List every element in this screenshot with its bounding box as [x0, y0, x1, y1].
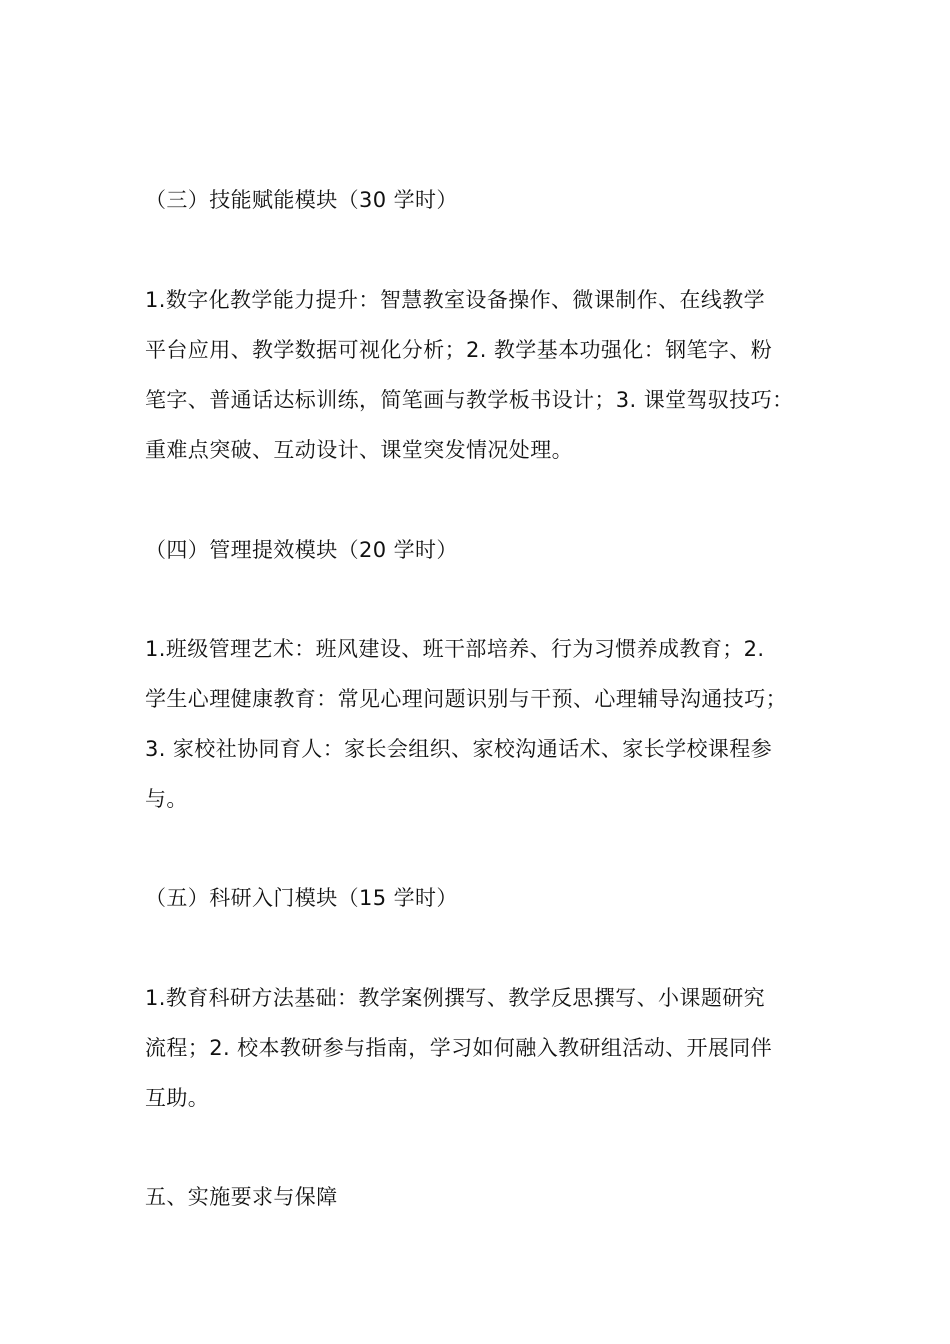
paragraph-line: 1.班级管理艺术：班风建设、班干部培养、行为习惯养成教育；2.	[145, 637, 765, 661]
paragraph-line: 流程；2. 校本教研参与指南，学习如何融入教研组活动、开展同伴	[145, 1036, 773, 1060]
paragraph-line: 平台应用、教学数据可视化分析；2. 教学基本功强化：钢笔字、粉	[145, 338, 773, 362]
paragraph-line: 重难点突破、互动设计、课堂突发情况处理。	[145, 438, 573, 462]
section-heading-skills-module: （三）技能赋能模块（30 学时）	[145, 188, 458, 212]
section-heading-research-module: （五）科研入门模块（15 学时）	[145, 886, 458, 910]
section-heading-management-module: （四）管理提效模块（20 学时）	[145, 538, 458, 562]
paragraph-line: 3. 家校社协同育人：家长会组织、家校沟通话术、家长学校课程参	[145, 737, 773, 761]
paragraph-line: 1.数字化教学能力提升：智慧教室设备操作、微课制作、在线教学	[145, 288, 766, 312]
paragraph-line: 学生心理健康教育：常见心理问题识别与干预、心理辅导沟通技巧；	[145, 687, 787, 711]
paragraph-line: 与。	[145, 787, 188, 811]
chapter-heading-implementation: 五、实施要求与保障	[145, 1185, 338, 1209]
paragraph-line: 互助。	[145, 1086, 210, 1110]
paragraph-line: 1.教育科研方法基础：教学案例撰写、教学反思撰写、小课题研究	[145, 986, 766, 1010]
paragraph-line: 笔字、普通话达标训练，简笔画与教学板书设计；3. 课堂驾驭技巧：	[145, 388, 794, 412]
